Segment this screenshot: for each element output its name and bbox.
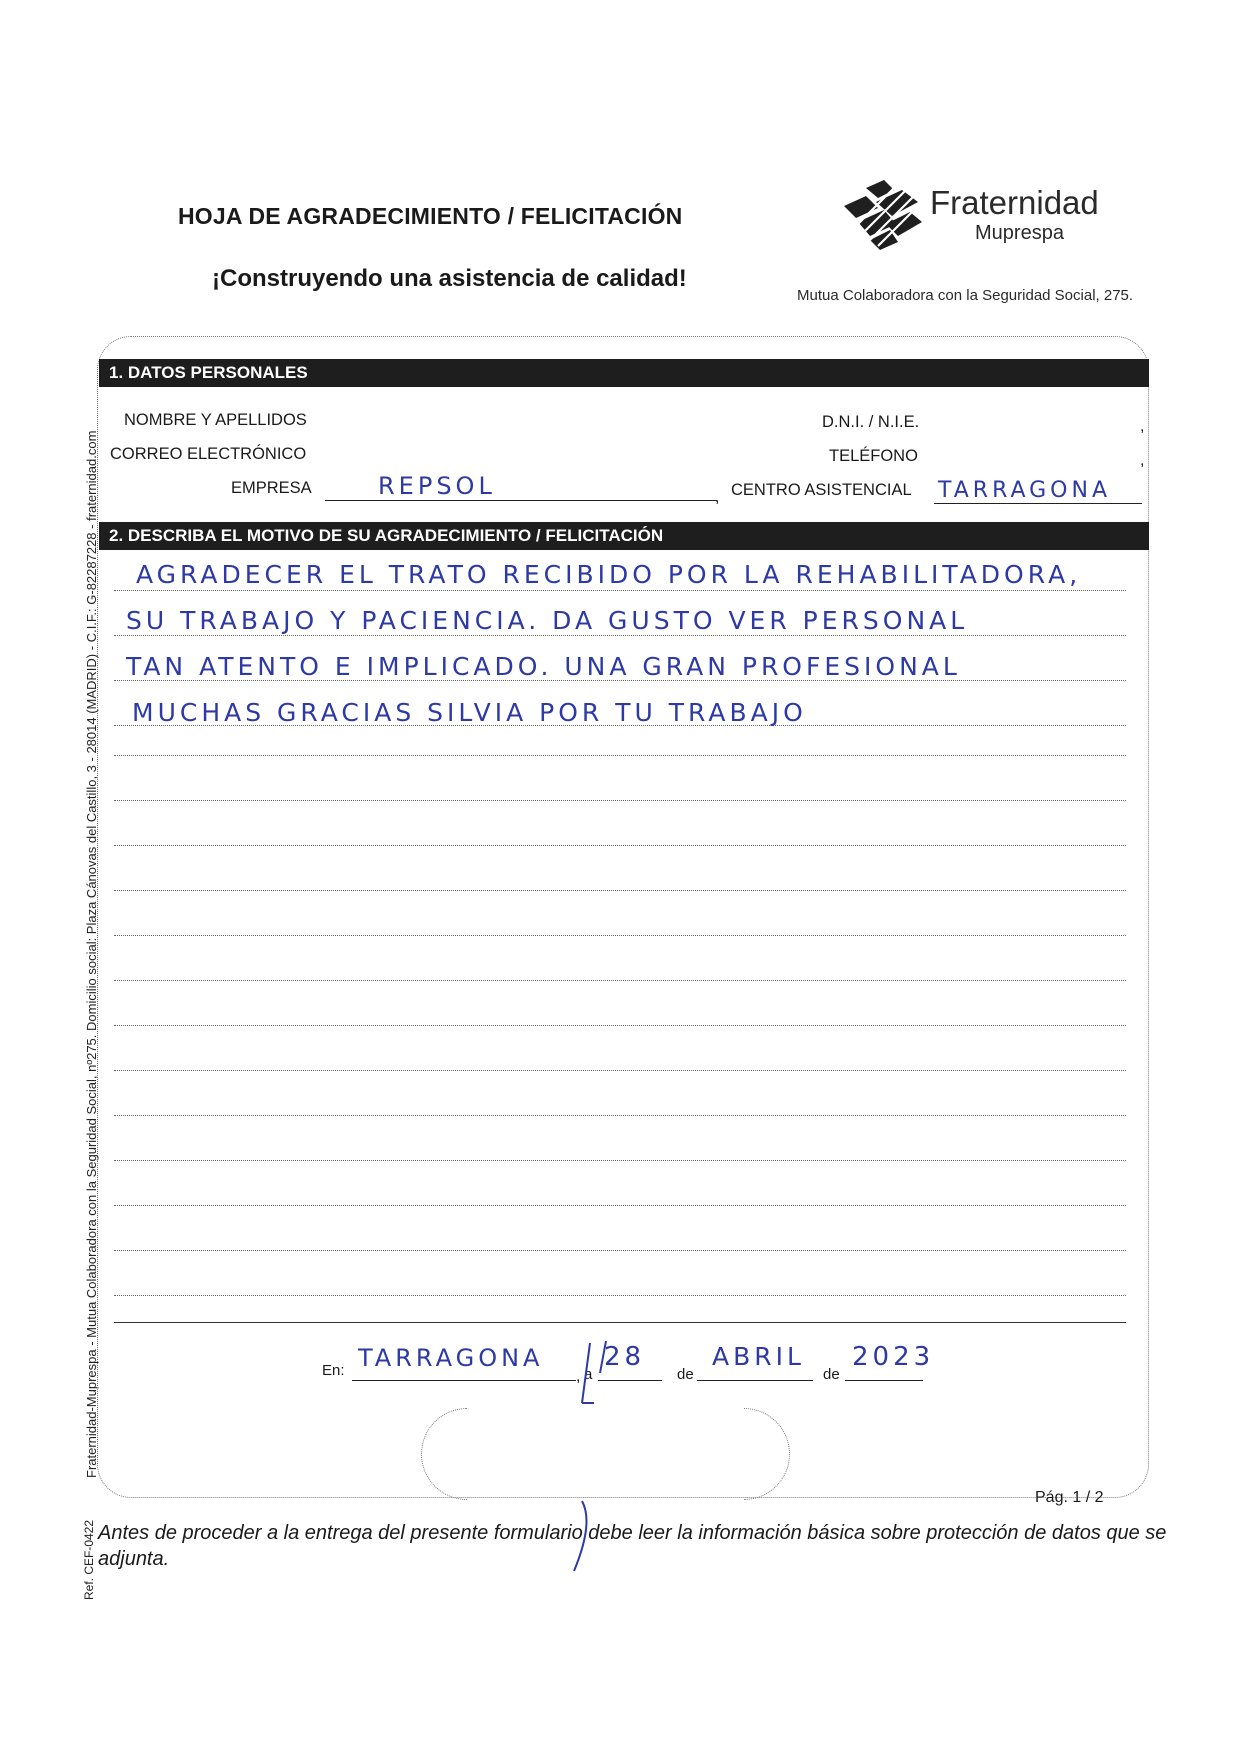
comment-line[interactable] [114, 590, 1126, 591]
comment-text-line: TAN ATENTO E IMPLICADO. UNA GRAN PROFESIONAL [126, 652, 961, 681]
telefono-field-end: , [1140, 452, 1145, 469]
place-value: TARRAGONA [358, 1344, 544, 1372]
section-2-heading: 2. DESCRIBA EL MOTIVO DE SU AGRADECIMIENTO / FELICITACIÓN [99, 522, 1149, 550]
empresa-field-line[interactable] [325, 500, 717, 501]
comment-line[interactable] [114, 800, 1126, 801]
telefono-label: TELÉFONO [829, 447, 918, 465]
year-value: 2023 [852, 1342, 935, 1372]
comment-text-line: AGRADECER EL TRATO RECIBIDO POR LA REHABILITADORA, [136, 560, 1082, 589]
comment-line[interactable] [114, 1070, 1126, 1071]
nombre-label: NOMBRE Y APELLIDOS [124, 411, 307, 429]
centro-value: TARRAGONA [938, 478, 1111, 503]
section-1-heading: 1. DATOS PERSONALES [99, 359, 1149, 387]
empresa-label: EMPRESA [231, 479, 312, 497]
en-label: En: [322, 1362, 345, 1379]
side-legal-text: Fraternidad-Muprespa - Mutua Colaboradora con la Seguridad Social, nº275. Domicilio social: Plaza Cánovas del Castillo, 3 - 28014 (MADRID) - C.I.F.: G-82287228 - fraternidad.com [84, 430, 99, 1478]
comment-line[interactable] [114, 635, 1126, 636]
form-frame [97, 336, 1149, 1498]
day-value: 28 [604, 1342, 646, 1372]
comment-line[interactable] [114, 980, 1126, 981]
privacy-notice: Antes de proceder a la entrega del presente formulario debe leer la información básica sobre protección de datos que se adjunta. [98, 1522, 1167, 1570]
comment-line[interactable] [114, 1115, 1126, 1116]
centro-field-line[interactable] [934, 503, 1142, 504]
centro-label: CENTRO ASISTENCIAL [731, 481, 912, 499]
year-field-line[interactable] [845, 1380, 923, 1381]
form-reference: Ref. CEF-0422 [82, 1519, 96, 1600]
correo-label: CORREO ELECTRÓNICO [110, 445, 307, 463]
empresa-value: REPSOL [378, 472, 496, 500]
comment-text-line: SU TRABAJO Y PACIENCIA. DA GUSTO VER PERSONAL [126, 606, 969, 635]
de-label-1: de [677, 1366, 694, 1383]
dni-field-end: , [1140, 418, 1145, 435]
comment-last-line[interactable] [114, 1322, 1126, 1323]
empresa-field-end: , [715, 489, 720, 506]
comment-line[interactable] [114, 1295, 1126, 1296]
a-label: a [584, 1366, 593, 1383]
brand-name: Fraternidad [930, 184, 1099, 221]
comment-line[interactable] [114, 1250, 1126, 1251]
comment-line[interactable] [114, 890, 1126, 891]
comment-line[interactable] [114, 1160, 1126, 1161]
month-field-line[interactable] [697, 1380, 813, 1381]
place-field-line[interactable] [352, 1380, 576, 1381]
comment-text-line: MUCHAS GRACIAS SILVIA POR TU TRABAJO [132, 698, 807, 727]
place-field-end: , [576, 1368, 581, 1385]
dni-label: D.N.I. / N.I.E. [822, 413, 920, 431]
page-number: Pág. 1 / 2 [1035, 1489, 1104, 1506]
brand-subname: Muprespa [975, 222, 1064, 244]
de-label-2: de [823, 1366, 840, 1383]
comment-line[interactable] [114, 755, 1126, 756]
month-value: ABRIL [712, 1342, 805, 1371]
document-subtitle: ¡Construyendo una asistencia de calidad! [212, 265, 687, 292]
comment-line[interactable] [114, 1025, 1126, 1026]
brand-tagline: Mutua Colaboradora con la Seguridad Social, 275. [797, 287, 1134, 304]
comment-line[interactable] [114, 935, 1126, 936]
fraternidad-logo-icon [836, 180, 924, 250]
document-title: HOJA DE AGRADECIMIENTO / FELICITACIÓN [178, 203, 683, 229]
comment-line[interactable] [114, 1205, 1126, 1206]
comment-line[interactable] [114, 845, 1126, 846]
